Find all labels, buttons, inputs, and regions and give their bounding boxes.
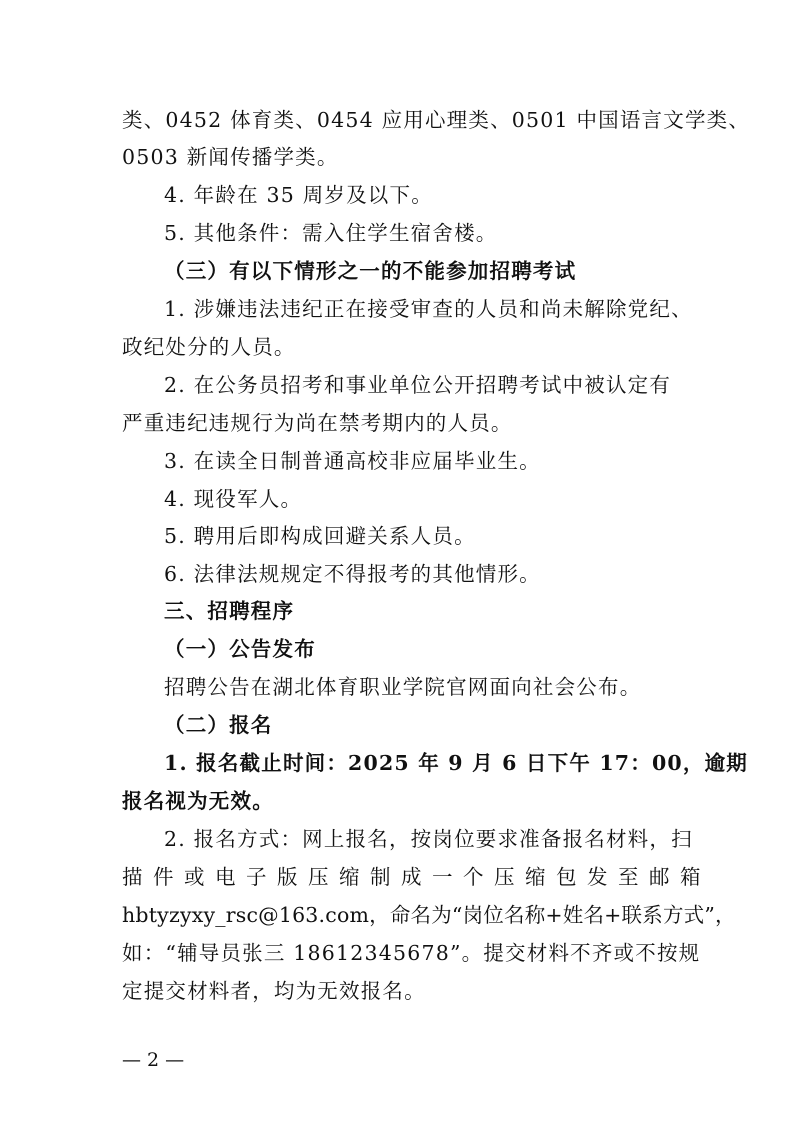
- paragraph-line: 如：“辅导员张三 18612345678”。提交材料不齐或不按规: [122, 941, 701, 965]
- paragraph-line: 4. 年龄在 35 周岁及以下。: [164, 183, 433, 207]
- chapter-heading: 三、招聘程序: [164, 599, 295, 623]
- section-heading: （三）有以下情形之一的不能参加招聘考试: [164, 259, 577, 283]
- paragraph-line: 0503 新闻传播学类。: [122, 145, 339, 169]
- section-heading: （二）报名: [164, 713, 273, 737]
- section-heading: （一）公告发布: [164, 637, 316, 661]
- paragraph-line: 描件或电子版压缩制成一个压缩包发至邮箱: [122, 865, 711, 889]
- paragraph-line: 3. 在读全日制普通高校非应届毕业生。: [164, 449, 541, 473]
- page-number: — 2 —: [122, 1049, 185, 1071]
- paragraph-line: 2. 报名方式：网上报名，按岗位要求准备报名材料，扫: [164, 827, 693, 851]
- paragraph-line: 1. 涉嫌违法违纪正在接受审查的人员和尚未解除党纪、: [164, 297, 693, 321]
- paragraph-line: 5. 聘用后即构成回避关系人员。: [164, 524, 476, 548]
- paragraph-line: 严重违纪违规行为尚在禁考期内的人员。: [122, 411, 513, 435]
- paragraph-line: 招聘公告在湖北体育职业学院官网面向社会公布。: [164, 675, 642, 699]
- paragraph-line: 1. 报名截止时间：2025 年 9 月 6 日下午 17：00，逾期: [164, 751, 748, 775]
- paragraph-line: 类、0452 体育类、0454 应用心理类、0501 中国语言文学类、: [122, 108, 751, 132]
- paragraph-line: 2. 在公务员招考和事业单位公开招聘考试中被认定有: [164, 373, 672, 397]
- paragraph-line: 4. 现役军人。: [164, 487, 303, 511]
- paragraph-line: 6. 法律法规规定不得报考的其他情形。: [164, 562, 541, 586]
- paragraph-line: 政纪处分的人员。: [122, 335, 296, 359]
- paragraph-line: 5. 其他条件：需入住学生宿舍楼。: [164, 221, 498, 245]
- paragraph-line: hbtyzyxy_rsc@163.com，命名为“岗位名称+姓名+联系方式”，: [122, 903, 736, 927]
- paragraph-line: 报名视为无效。: [122, 789, 274, 813]
- paragraph-line: 定提交材料者，均为无效报名。: [122, 979, 426, 1003]
